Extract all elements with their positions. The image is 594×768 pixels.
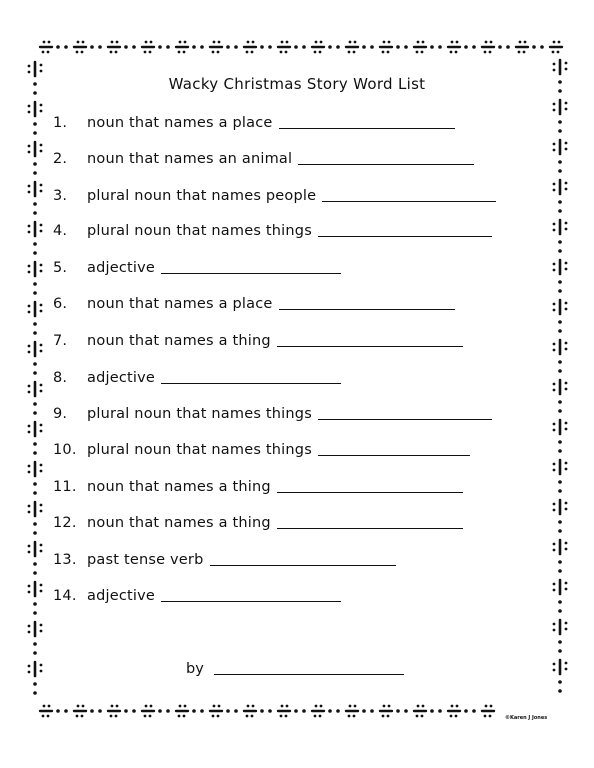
- word-list-item: [53, 514, 463, 534]
- word-list-item: [53, 222, 492, 242]
- item-number: 11.: [53, 479, 77, 495]
- item-number: 6.: [53, 296, 68, 312]
- by-label: by: [186, 661, 204, 677]
- item-prompt: noun that names an animal: [87, 151, 293, 167]
- word-list-item: [53, 405, 492, 425]
- word-list-item: [53, 332, 463, 352]
- author-line: [186, 660, 404, 677]
- answer-blank[interactable]: [318, 222, 492, 237]
- word-list-item: [53, 551, 396, 571]
- word-list-item: [53, 187, 496, 207]
- item-prompt: adjective: [87, 260, 156, 276]
- copyright-notice: ©Karen J Jones: [505, 715, 548, 721]
- answer-blank[interactable]: [277, 514, 463, 529]
- item-prompt: plural noun that names things: [87, 442, 312, 458]
- answer-blank[interactable]: [210, 551, 396, 566]
- item-number: 12.: [53, 515, 77, 531]
- item-prompt: plural noun that names things: [87, 223, 312, 239]
- word-list-item: [53, 295, 455, 315]
- item-number: 7.: [53, 333, 68, 349]
- word-list-item: [53, 587, 341, 607]
- item-prompt: plural noun that names people: [87, 188, 317, 204]
- item-number: 4.: [53, 223, 68, 239]
- item-prompt: plural noun that names things: [87, 406, 312, 422]
- item-prompt: noun that names a place: [87, 115, 273, 131]
- item-number: 14.: [53, 588, 77, 604]
- word-list-item: [53, 259, 341, 279]
- answer-blank[interactable]: [318, 441, 470, 456]
- word-list-item: [53, 114, 455, 134]
- answer-blank[interactable]: [277, 478, 463, 493]
- item-number: 8.: [53, 370, 68, 386]
- word-list-item: [53, 369, 341, 389]
- item-prompt: adjective: [87, 588, 156, 604]
- answer-blank[interactable]: [318, 405, 492, 420]
- author-blank[interactable]: [214, 660, 404, 675]
- item-prompt: noun that names a place: [87, 296, 273, 312]
- item-prompt: noun that names a thing: [87, 515, 271, 531]
- word-list-item: [53, 150, 474, 170]
- item-prompt: past tense verb: [87, 552, 204, 568]
- item-number: 2.: [53, 151, 68, 167]
- word-list-item: [53, 478, 463, 498]
- answer-blank[interactable]: [279, 114, 455, 129]
- answer-blank[interactable]: [161, 587, 341, 602]
- answer-blank[interactable]: [277, 332, 463, 347]
- item-number: 3.: [53, 188, 68, 204]
- item-number: 5.: [53, 260, 68, 276]
- answer-blank[interactable]: [161, 259, 341, 274]
- item-number: 9.: [53, 406, 68, 422]
- answer-blank[interactable]: [298, 150, 474, 165]
- item-number: 10.: [53, 442, 77, 458]
- word-list-item: [53, 441, 470, 461]
- item-prompt: noun that names a thing: [87, 333, 271, 349]
- item-prompt: adjective: [87, 370, 156, 386]
- answer-blank[interactable]: [279, 295, 455, 310]
- item-prompt: noun that names a thing: [87, 479, 271, 495]
- item-number: 13.: [53, 552, 77, 568]
- page-title: Wacky Christmas Story Word List: [168, 75, 426, 93]
- answer-blank[interactable]: [161, 369, 341, 384]
- answer-blank[interactable]: [322, 187, 496, 202]
- item-number: 1.: [53, 115, 68, 131]
